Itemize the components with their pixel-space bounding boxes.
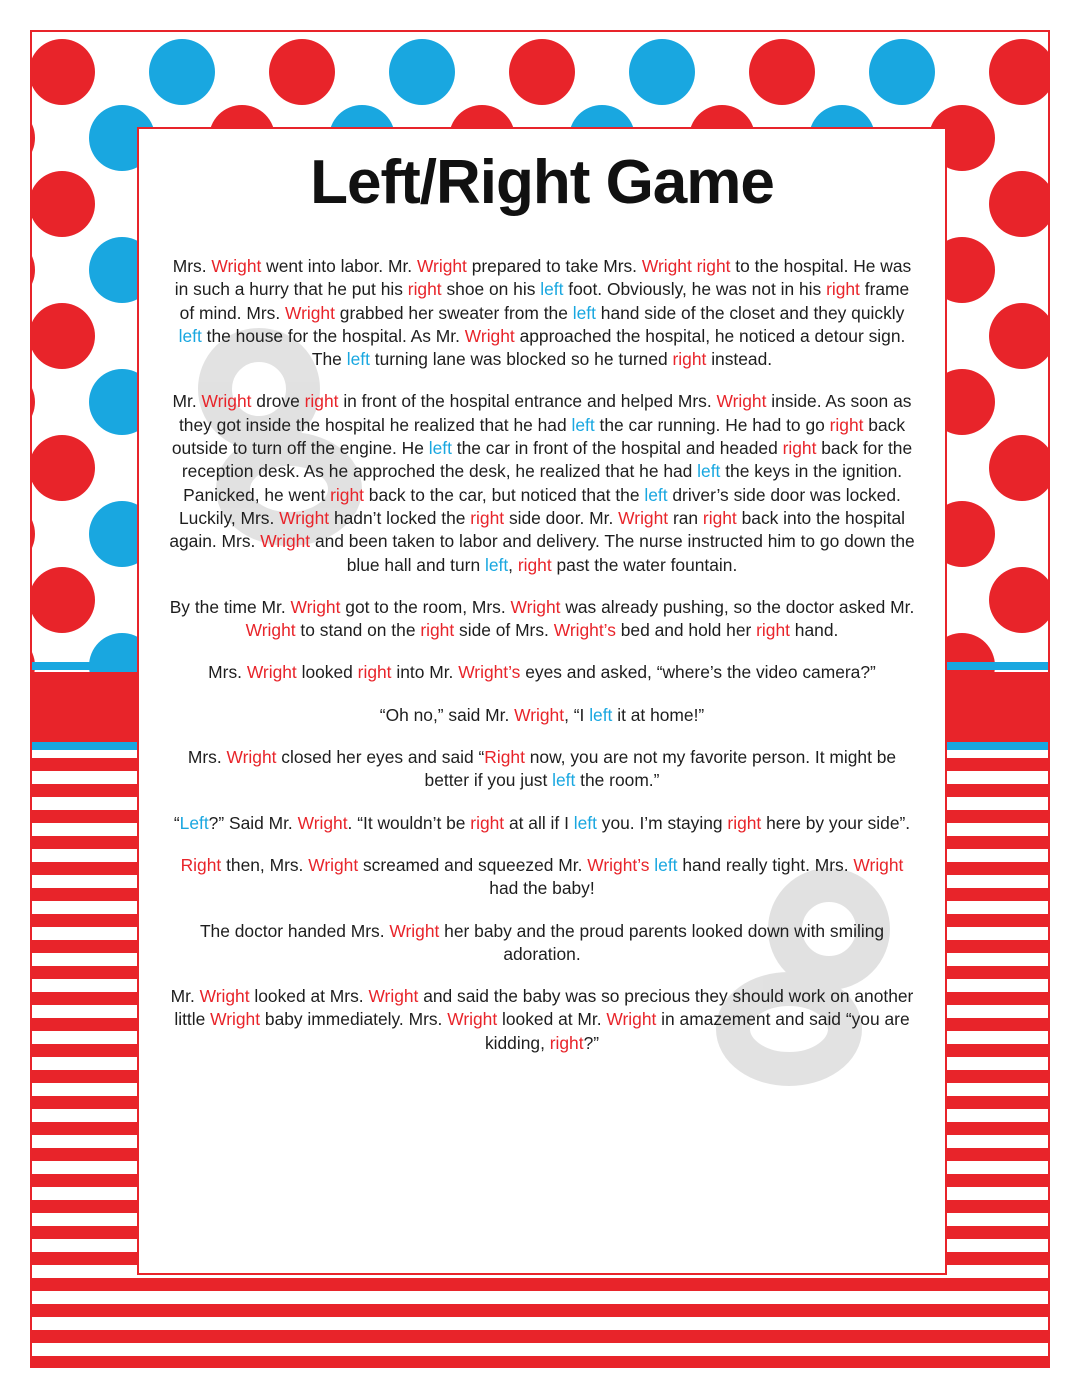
keyword-right-red: Wright <box>211 256 262 276</box>
keyword-right-red: right <box>470 812 505 833</box>
red-stripe <box>32 1304 1048 1317</box>
polka-dot <box>389 39 455 105</box>
polka-dot <box>32 171 95 237</box>
polka-dot <box>989 435 1048 501</box>
story-text-run: and been taken to labor and delivery. The nurse instructed him to go down the blue hall and turn <box>310 531 915 575</box>
keyword-right-red: right <box>756 620 790 641</box>
story-text-run: went into labor. Mr. <box>261 256 417 276</box>
story-text-run: shoe on his <box>441 279 541 300</box>
story-paragraph <box>169 854 915 901</box>
keyword-right-red: Wright <box>416 256 467 276</box>
page-frame <box>30 30 1050 1368</box>
story-text-run: The doctor handed Mrs. <box>199 920 390 941</box>
keyword-right-red: Wright <box>285 302 335 323</box>
story-text <box>169 255 915 1074</box>
keyword-right-red: right <box>470 507 505 528</box>
keyword-right-red: right <box>782 438 817 459</box>
story-text-run: bed and hold her <box>615 620 757 641</box>
red-stripe <box>32 1330 1048 1343</box>
keyword-left-blue: left <box>697 461 721 482</box>
story-text-run: then, Mrs. <box>221 854 309 875</box>
story-text-run: you. I’m staying <box>596 812 728 833</box>
keyword-right-red: Wright <box>368 986 419 1007</box>
story-text-run: inside. As soon as they got inside the hospital he realized that he had <box>178 391 912 435</box>
page-title: Left/Right Game <box>310 148 774 217</box>
story-text-run: driver’s side door was locked. Luckily, Mrs. <box>179 484 901 528</box>
keyword-left-blue: left <box>573 812 597 833</box>
story-text-run: ?” <box>583 1032 600 1053</box>
story-paragraph <box>169 596 915 643</box>
keyword-right-red: Right <box>180 854 222 875</box>
story-text-run: back for the reception desk. As he approched the desk, he realized that he had <box>181 438 913 482</box>
story-text-run: the car in front of the hospital and headed <box>451 438 783 459</box>
story-text-run: it at home!” <box>612 704 705 725</box>
keyword-right-red: Wright <box>464 325 515 346</box>
story-text-run: had the baby! <box>489 878 595 899</box>
keyword-right-red: Wright <box>245 620 296 641</box>
story-text-run: and said the baby was so precious they should work on another little <box>174 986 914 1030</box>
story-text-run: , “I <box>564 704 590 725</box>
keyword-right-red: right <box>420 620 455 641</box>
story-text-run: eyes and asked, “where’s the video camera?” <box>520 662 876 683</box>
story-text-run: past the water fountain. <box>551 554 738 575</box>
keyword-right-red: right <box>702 507 737 528</box>
polka-dot <box>629 39 695 105</box>
polka-dot <box>32 435 95 501</box>
story-text-run: Mrs. <box>187 747 227 768</box>
story-text-run: . “It wouldn’t be <box>347 812 471 833</box>
keyword-right-red: Wright <box>389 920 440 941</box>
story-text-run: Mr. <box>170 986 200 1007</box>
story-text-run: the car running. He had to go <box>594 414 830 435</box>
story-text-run: hand really tight. Mrs. <box>677 854 854 875</box>
polka-dot <box>32 369 35 435</box>
story-text-run: back to the car, but noticed that the <box>363 484 645 505</box>
polka-dot <box>989 171 1048 237</box>
story-text-run: baby immediately. Mrs. <box>260 1009 448 1030</box>
story-paragraph <box>169 704 915 727</box>
polka-dot <box>32 39 95 105</box>
keyword-right-red: Wright’s <box>553 620 616 641</box>
story-text-run: frame of mind. Mrs. <box>179 279 910 323</box>
story-text-run: By the time Mr. <box>169 596 291 617</box>
story-text-run: back into the hospital again. Mrs. <box>169 507 905 552</box>
keyword-right-red: Wright <box>308 854 359 875</box>
story-text-run: looked <box>296 662 358 683</box>
keyword-left-blue: left <box>346 349 370 370</box>
keyword-left-blue: left <box>484 554 509 575</box>
keyword-right-red: Wright <box>199 986 250 1007</box>
keyword-right-red: right <box>357 662 392 683</box>
story-paragraph <box>169 255 915 371</box>
story-text-run: hand side of the closet and they quickly <box>595 302 905 323</box>
story-text-run: approached the hospital, he noticed a detour sign. The <box>311 325 906 370</box>
polka-dot <box>32 501 35 567</box>
story-text-run: instead. <box>706 349 773 370</box>
story-paragraph <box>169 985 915 1055</box>
story-text-run: got to the room, Mrs. <box>340 596 511 617</box>
polka-dot <box>32 567 95 633</box>
story-text-run: “Oh no,” said Mr. <box>379 704 515 725</box>
story-text-run: ?” Said Mr. <box>208 812 298 833</box>
keyword-left-blue: left <box>428 438 452 459</box>
story-text-run: in front of the hospital entrance and helped Mrs. <box>338 391 717 412</box>
keyword-left-blue: left <box>654 854 678 875</box>
story-text-run: in amazement and said “you are kidding, <box>484 1009 910 1053</box>
story-text-run: back outside to turn off the engine. He <box>171 414 906 459</box>
story-text-run: looked at Mr. <box>497 1009 607 1030</box>
polka-dot <box>749 39 815 105</box>
story-text-run: screamed and squeezed Mr. <box>358 854 588 875</box>
keyword-right-red: Wright <box>279 507 330 528</box>
red-stripe <box>32 1356 1048 1366</box>
keyword-right-red: right <box>517 554 552 575</box>
keyword-right-red: Wright <box>853 854 904 875</box>
story-text-run: here by your side”. <box>761 812 911 833</box>
story-card <box>137 127 947 1275</box>
story-text-run: the room.” <box>575 770 660 791</box>
story-text-run: Mrs. <box>208 662 247 683</box>
polka-dot <box>869 39 935 105</box>
polka-dot <box>269 39 335 105</box>
story-text-run: into Mr. <box>391 662 459 683</box>
polka-dot <box>509 39 575 105</box>
keyword-right-red: Wright <box>618 507 669 528</box>
polka-dot <box>989 303 1048 369</box>
story-text-run: foot. Obviously, he was not in his <box>563 279 827 300</box>
story-text-run: hadn’t locked the <box>329 507 471 528</box>
keyword-right-red: right <box>304 391 339 412</box>
keyword-right-red: Wright <box>716 391 767 412</box>
story-text-run: hand. <box>789 620 839 641</box>
keyword-right-red: Wright’s <box>587 854 650 875</box>
story-text-run: was already pushing, so the doctor asked Mr. <box>560 596 915 617</box>
keyword-right-red: Wright <box>226 747 277 768</box>
story-text-run: her baby and the proud parents looked down with smiling adoration. <box>439 920 885 964</box>
keyword-right-red: Wright <box>297 812 348 833</box>
polka-dot <box>989 567 1048 633</box>
story-text-run: the keys in the ignition. Panicked, he went <box>183 461 903 505</box>
keyword-right-red: Wright <box>514 704 565 725</box>
story-paragraph <box>169 661 915 684</box>
keyword-right-red: Wright <box>641 256 692 276</box>
keyword-right-red: Wright <box>510 596 561 617</box>
keyword-right-red: Wright <box>201 391 252 412</box>
keyword-right-red: right <box>672 349 707 370</box>
story-paragraph <box>169 390 915 576</box>
story-text-run: side door. Mr. <box>504 507 619 528</box>
keyword-left-blue: left <box>572 302 596 323</box>
polka-dot <box>149 39 215 105</box>
story-text-run: drove <box>251 391 305 412</box>
keyword-right-red: right <box>330 484 364 505</box>
polka-dot <box>989 39 1048 105</box>
story-paragraph <box>169 812 915 835</box>
story-paragraph <box>169 746 915 793</box>
keyword-right-red: right <box>407 279 442 300</box>
keyword-left-blue: left <box>178 325 202 346</box>
keyword-right-red: right <box>696 256 731 276</box>
keyword-left-blue: left <box>571 414 595 435</box>
keyword-left-blue: left <box>644 484 668 505</box>
story-text-run: turning lane was blocked so he turned <box>369 349 673 370</box>
red-stripe <box>32 1278 1048 1291</box>
story-text-run: closed her eyes and said “ <box>276 747 485 768</box>
story-text-run: at all if I <box>504 812 574 833</box>
keyword-right-red: right <box>549 1032 584 1053</box>
story-text-run: prepared to take Mrs. <box>466 256 642 276</box>
story-text-run: side of Mrs. <box>454 620 554 641</box>
story-paragraph <box>169 920 915 967</box>
story-text-run: grabbed her sweater from the <box>334 302 573 323</box>
story-text-run: to stand on the <box>295 620 421 641</box>
story-text-run: Mr. <box>172 391 202 412</box>
keyword-right-red: right <box>826 279 860 300</box>
story-text-run: now, you are not my favorite person. It might be better if you just <box>424 747 897 791</box>
story-text-run: , <box>508 554 518 575</box>
keyword-right-red: Wright’s <box>458 662 521 683</box>
keyword-right-red: right <box>727 812 762 833</box>
keyword-right-red: Wright <box>210 1009 261 1030</box>
keyword-right-red: Wright <box>260 531 311 552</box>
polka-dot <box>32 105 35 171</box>
story-text-run: to the hospital. He was in such a hurry that he put his <box>174 256 912 300</box>
story-text-run: Mrs. <box>172 256 212 276</box>
keyword-right-red: Right <box>484 747 525 768</box>
story-text-run: “ <box>173 812 180 833</box>
story-text-run: ran <box>668 507 703 528</box>
keyword-right-red: Wright <box>290 596 341 617</box>
keyword-left-blue: Left <box>179 812 209 833</box>
keyword-left-blue: left <box>552 770 576 791</box>
keyword-right-red: Wright <box>606 1009 657 1030</box>
story-text-run: the house for the hospital. As Mr. <box>201 325 465 346</box>
polka-dot <box>32 303 95 369</box>
keyword-right-red: Wright <box>246 662 297 683</box>
polka-dot <box>32 237 35 303</box>
story-text-run: looked at Mrs. <box>249 986 369 1007</box>
keyword-right-red: right <box>829 414 864 435</box>
keyword-left-blue: left <box>540 279 564 300</box>
keyword-left-blue: left <box>589 704 613 725</box>
keyword-right-red: Wright <box>447 1009 498 1030</box>
